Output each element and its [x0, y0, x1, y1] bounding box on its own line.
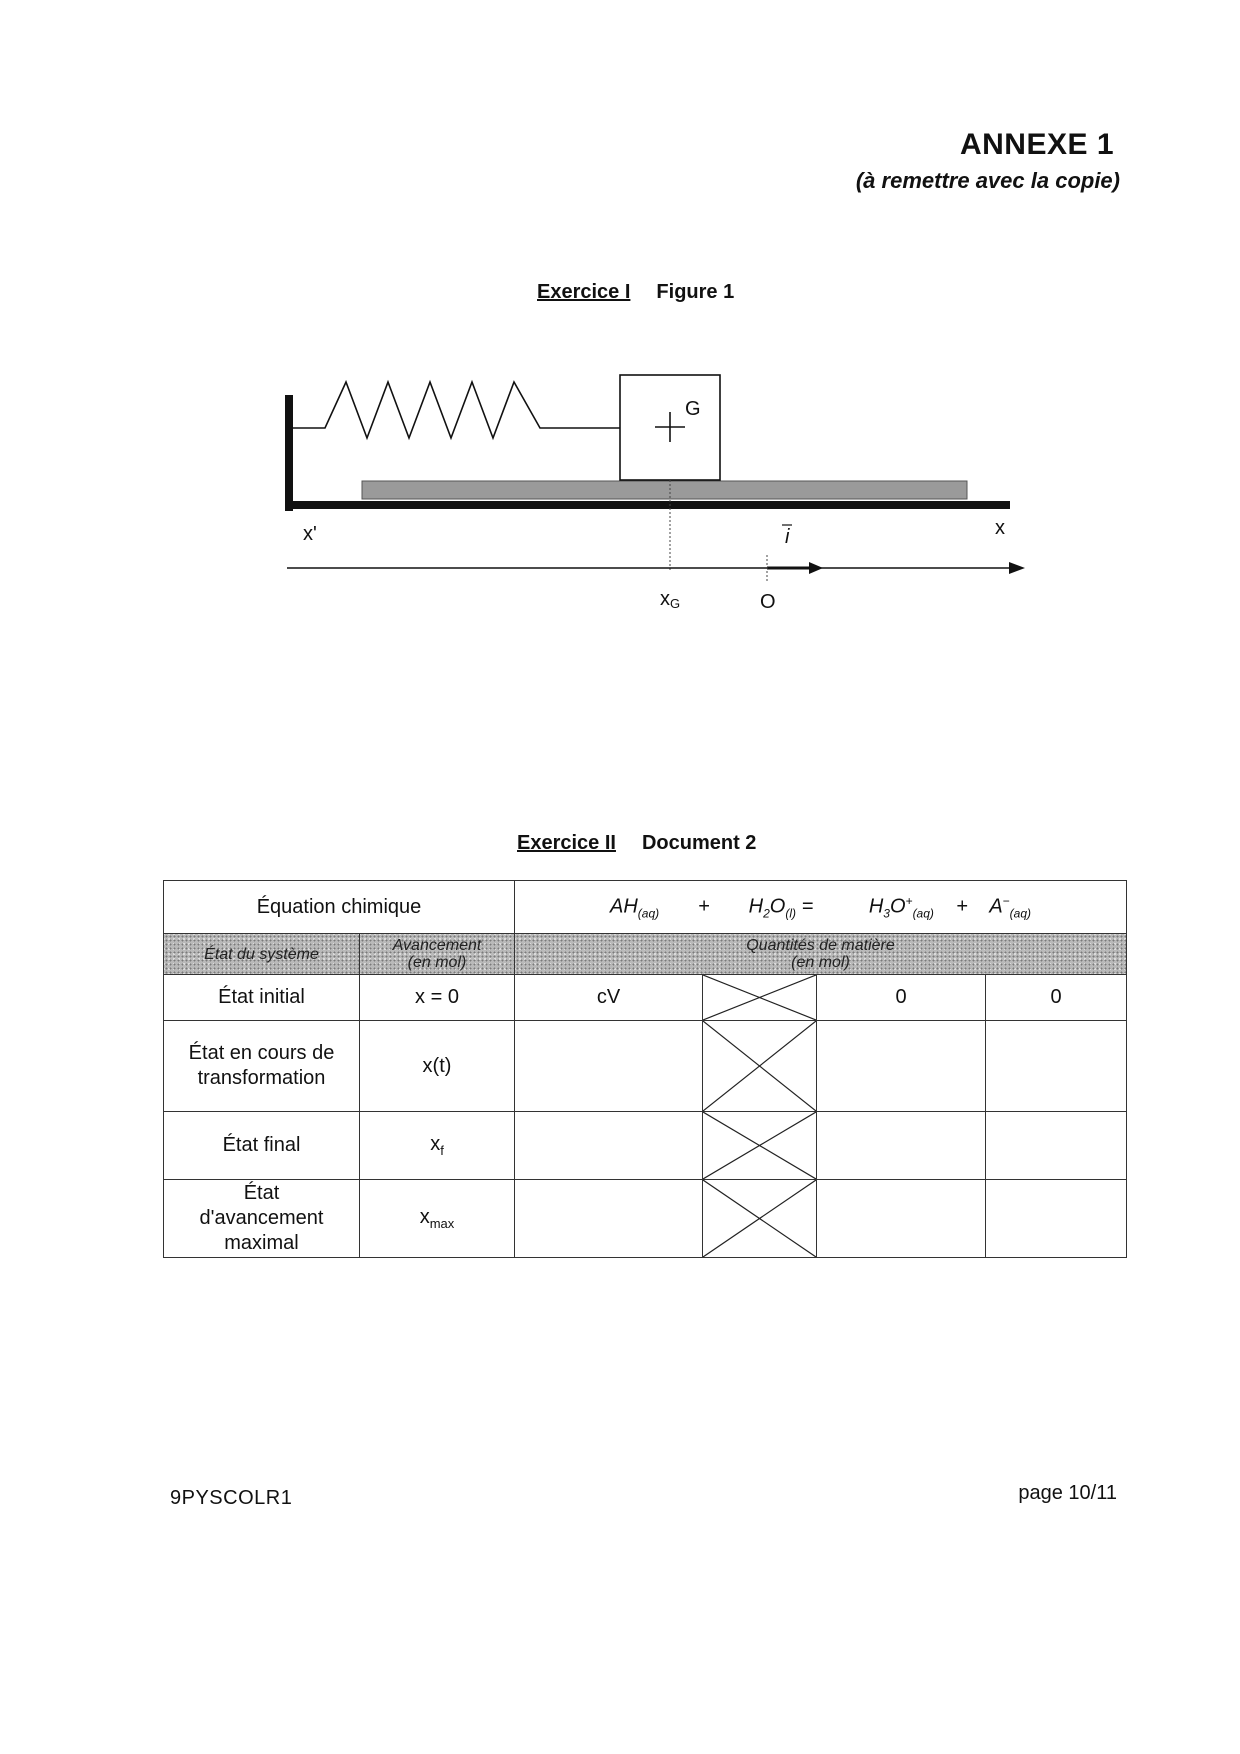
- eq-product2-state: (aq): [1009, 906, 1032, 921]
- advance-sub: f: [440, 1143, 444, 1158]
- eq-product1-state: (aq): [912, 906, 934, 921]
- advance-sub: max: [429, 1216, 455, 1231]
- qty-h3o-cell[interactable]: [817, 975, 986, 1021]
- exercise2-heading: [517, 832, 756, 855]
- spring-mass-figure: [270, 355, 1040, 615]
- crossed-cell: [703, 1021, 817, 1112]
- table-row-intermediate: [164, 1021, 1127, 1112]
- header-state: [164, 934, 360, 975]
- header-advance-line1: Avancement: [392, 937, 482, 954]
- advance-cell: [360, 1180, 515, 1258]
- crossed-cell: [703, 975, 817, 1021]
- spring: [293, 382, 620, 438]
- qty-h3o-cell[interactable]: [817, 1180, 986, 1258]
- support-plank: [362, 481, 967, 499]
- xg-label: [660, 588, 680, 611]
- unit-vector-label: i: [785, 526, 790, 548]
- qty-ah-cell[interactable]: [515, 975, 703, 1021]
- table-row-initial: [164, 975, 1127, 1021]
- advance-value: x = 0: [415, 986, 459, 1008]
- mass-g-label: G: [685, 398, 701, 420]
- eq-reactant2: H: [748, 895, 764, 918]
- qty-h3o-cell[interactable]: [817, 1021, 986, 1112]
- eq-plus1: +: [698, 895, 710, 918]
- eq-reactant1-state: (aq): [637, 906, 660, 921]
- origin-label: O: [760, 591, 776, 613]
- qty-a-cell[interactable]: [986, 975, 1127, 1021]
- advance-cell: [360, 975, 515, 1021]
- advance-value: x: [419, 1206, 430, 1228]
- exercise1-label: Exercice I: [537, 281, 631, 303]
- state-cell: [164, 1112, 360, 1180]
- advance-cell: [360, 1112, 515, 1180]
- header-quantities-line1: Quantités de matière: [746, 937, 895, 954]
- eq-product2-charge: −: [1002, 893, 1010, 908]
- advance-value: x: [430, 1133, 441, 1155]
- eq-product1: H: [868, 895, 884, 918]
- state-cell: [164, 1021, 360, 1112]
- advance-value: x(t): [422, 1054, 452, 1077]
- footer-page-number: page 10/11: [1018, 1482, 1117, 1504]
- crossed-cell: [703, 1180, 817, 1258]
- qty-h3o-value: 0: [895, 986, 907, 1008]
- state-cell: [164, 1180, 360, 1258]
- wall: [285, 395, 293, 511]
- document2-label: Document 2: [641, 832, 757, 854]
- xg-label-sub: G: [670, 596, 681, 611]
- advance-cell: [360, 1021, 515, 1112]
- eq-plus2: +: [956, 895, 968, 918]
- ground-line: [293, 501, 1010, 509]
- axis-right-label: x: [995, 517, 1005, 539]
- footer-code: 9PYSCOLR1: [170, 1487, 293, 1509]
- state-label-line2: d'avancement: [199, 1207, 324, 1229]
- eq-reactant2-state: (l): [785, 906, 797, 921]
- state-cell: [164, 975, 360, 1021]
- exercise1-heading: [537, 281, 734, 304]
- annexe-title: ANNEXE 1: [959, 128, 1114, 161]
- state-label-line1: État: [243, 1182, 280, 1204]
- eq-reactant1: AH: [610, 895, 638, 918]
- eq-product1-charge: +: [905, 893, 913, 908]
- state-label-line2: transformation: [197, 1067, 326, 1089]
- eq-equals: =: [801, 895, 814, 918]
- cross-mark: [703, 1021, 816, 1111]
- qty-ah-cell[interactable]: [515, 1021, 703, 1112]
- qty-h3o-cell[interactable]: [817, 1112, 986, 1180]
- x-axis-arrow: [1009, 562, 1025, 574]
- header-quantities-line2: (en mol): [791, 954, 850, 971]
- state-label: État initial: [218, 986, 305, 1008]
- header-advance: [360, 934, 515, 975]
- qty-a-cell[interactable]: [986, 1112, 1127, 1180]
- axis-left-label: x': [303, 523, 317, 545]
- cross-mark: [703, 1180, 816, 1257]
- table-row-maximal: [164, 1180, 1127, 1258]
- qty-a-cell[interactable]: [986, 1180, 1127, 1258]
- figure1-label: Figure 1: [656, 281, 735, 303]
- cross-mark: [703, 975, 816, 1020]
- qty-ah-cell[interactable]: [515, 1180, 703, 1258]
- eq-product1-o: O: [889, 895, 906, 918]
- equation-row: [164, 881, 1127, 934]
- qty-a-value: 0: [1050, 986, 1062, 1008]
- qty-ah-cell[interactable]: [515, 1112, 703, 1180]
- table-row-final: [164, 1112, 1127, 1180]
- state-label-line1: État en cours de: [188, 1042, 335, 1064]
- qty-ah-value: cV: [596, 986, 621, 1008]
- xg-label-x: x: [660, 588, 670, 610]
- header-row: [164, 934, 1127, 975]
- state-label: État final: [222, 1134, 301, 1156]
- cross-mark: [703, 1112, 816, 1179]
- eq-product2: A: [989, 895, 1003, 918]
- equation-label: Équation chimique: [256, 895, 422, 918]
- advancement-table: [163, 880, 1127, 1258]
- unit-vector-arrow: [809, 562, 823, 574]
- eq-product1-sub: 3: [883, 906, 890, 921]
- header-quantities: [515, 934, 1127, 975]
- crossed-cell: [703, 1112, 817, 1180]
- equation-label-cell: [164, 881, 515, 934]
- chemical-equation: [515, 881, 1127, 934]
- eq-reactant2-sub: 2: [763, 906, 770, 921]
- exercise2-label: Exercice II: [517, 832, 616, 854]
- qty-a-cell[interactable]: [986, 1021, 1127, 1112]
- header-advance-line2: (en mol): [407, 954, 467, 971]
- annexe-subtitle: (à remettre avec la copie): [855, 168, 1120, 193]
- state-label-line3: maximal: [224, 1232, 299, 1254]
- header-state-label: État du système: [204, 945, 319, 963]
- eq-reactant2-o: O: [769, 895, 786, 918]
